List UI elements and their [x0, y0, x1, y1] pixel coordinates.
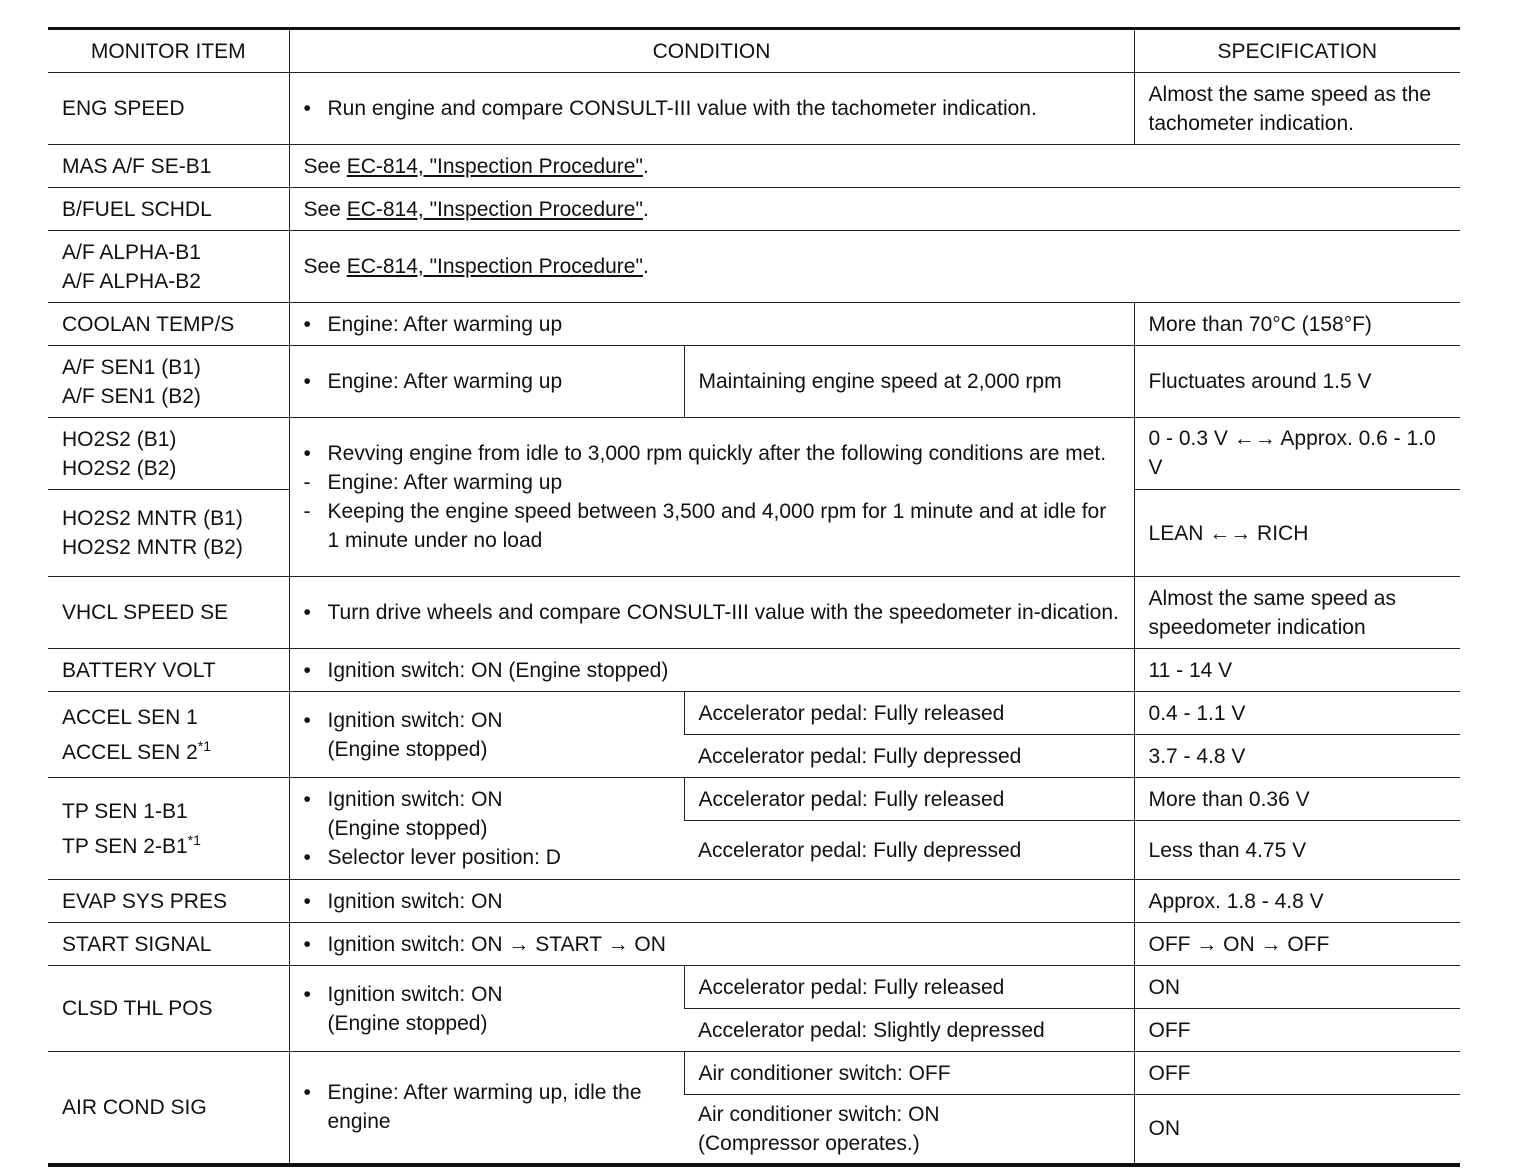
table-row: [48, 145, 1460, 188]
sub-condition: Accelerator pedal: Fully depressed: [684, 735, 1134, 778]
sub-condition: Air conditioner switch: OFF: [684, 1052, 1134, 1095]
specification: OFF → ON → OFF: [1134, 923, 1460, 966]
monitor-item: HO2S2 MNTR (B1) HO2S2 MNTR (B2): [48, 490, 289, 577]
inspection-procedure-link[interactable]: EC-814, "Inspection Procedure": [346, 255, 643, 278]
specification: OFF: [1134, 1009, 1460, 1052]
sub-condition: Accelerator pedal: Fully released: [684, 778, 1134, 821]
table-row: [48, 649, 1460, 692]
specification: 11 - 14 V: [1134, 649, 1460, 692]
condition: • Ignition switch: ON (Engine stopped): [289, 649, 1134, 692]
specification: Fluctuates around 1.5 V: [1134, 346, 1460, 418]
table-row: [48, 418, 1460, 490]
monitor-item: BATTERY VOLT: [48, 649, 289, 692]
table-row: [48, 346, 1460, 418]
monitor-item: CLSD THL POS: [48, 966, 289, 1052]
table-row: [48, 880, 1460, 923]
monitor-spec-table: [48, 27, 1460, 1167]
condition: • Run engine and compare CONSULT-III value with the tachometer indication.: [289, 73, 1134, 145]
monitor-item: COOLAN TEMP/S: [48, 303, 289, 346]
header-monitor-item: MONITOR ITEM: [48, 29, 289, 73]
specification: More than 0.36 V: [1134, 778, 1460, 821]
footnote-mark: *1: [187, 831, 201, 848]
condition: • Ignition switch: ON (Engine stopped) • Selector lever position: D: [289, 778, 684, 880]
monitor-item: TP SEN 1-B1 TP SEN 2-B1$^{*1}$: [48, 778, 289, 880]
specification: Less than 4.75 V: [1134, 821, 1460, 880]
table-row: [48, 1052, 1460, 1095]
table-row: [48, 303, 1460, 346]
condition: See EC-814, "Inspection Procedure".: [289, 145, 1460, 188]
condition: • Engine: After warming up: [289, 346, 684, 418]
specification: 3.7 - 4.8 V: [1134, 735, 1460, 778]
monitor-item: A/F SEN1 (B1) A/F SEN1 (B2): [48, 346, 289, 418]
condition: See EC-814, "Inspection Procedure".: [289, 188, 1460, 231]
condition: • Ignition switch: ON → START → ON: [289, 923, 1134, 966]
condition: • Revving engine from idle to 3,000 rpm quickly after the following conditions are met. - Engine: After warming up - Keeping the engine speed between 3,500 and 4,000 rpm for 1 minute and at idle for 1 minute under no load: [289, 418, 1134, 577]
condition: • Engine: After warming up, idle the engine: [289, 1052, 684, 1165]
table-row: [48, 966, 1460, 1009]
specification: Approx. 1.8 - 4.8 V: [1134, 880, 1460, 923]
table-row: [48, 692, 1460, 735]
table-row: [48, 188, 1460, 231]
monitor-item: VHCL SPEED SE: [48, 577, 289, 649]
sub-condition: Accelerator pedal: Fully released: [684, 692, 1134, 735]
specification: LEAN ←→ RICH: [1134, 490, 1460, 577]
condition: • Ignition switch: ON: [289, 880, 1134, 923]
header-specification: SPECIFICATION: [1134, 29, 1460, 73]
monitor-item: A/F ALPHA-B1 A/F ALPHA-B2: [48, 231, 289, 303]
inspection-procedure-link[interactable]: EC-814, "Inspection Procedure": [346, 197, 643, 221]
specification: 0 - 0.3 V ←→ Approx. 0.6 - 1.0 V: [1134, 418, 1460, 490]
specification: ON: [1134, 966, 1460, 1009]
inspection-procedure-link[interactable]: EC-814, "Inspection Procedure": [346, 154, 643, 178]
monitor-item: START SIGNAL: [48, 923, 289, 966]
condition: • Engine: After warming up: [289, 303, 1134, 346]
monitor-item: ENG SPEED: [48, 73, 289, 145]
specification: Almost the same speed as the tachometer indication.: [1134, 73, 1460, 145]
condition: • Turn drive wheels and compare CONSULT-III value with the speedometer in-dication.: [289, 577, 1134, 649]
footnote-mark: *1: [197, 737, 212, 754]
monitor-item: ACCEL SEN 1 ACCEL SEN 2$^{*1}$: [48, 692, 289, 778]
specification: More than 70°C (158°F): [1134, 303, 1460, 346]
monitor-item: HO2S2 (B1) HO2S2 (B2): [48, 418, 289, 490]
monitor-item: EVAP SYS PRES: [48, 880, 289, 923]
sub-condition: Accelerator pedal: Fully released: [684, 966, 1134, 1009]
table-row: [48, 73, 1460, 145]
table-row: [48, 778, 1460, 821]
specification: Almost the same speed as speedometer indication: [1134, 577, 1460, 649]
condition: • Ignition switch: ON (Engine stopped): [289, 966, 684, 1052]
sub-condition: Accelerator pedal: Fully depressed: [684, 821, 1134, 880]
monitor-item: MAS A/F SE-B1: [48, 145, 289, 188]
specification: OFF: [1134, 1052, 1460, 1095]
specification: 0.4 - 1.1 V: [1134, 692, 1460, 735]
monitor-item: AIR COND SIG: [48, 1052, 289, 1165]
header-condition: CONDITION: [289, 29, 1134, 73]
sub-condition: Air conditioner switch: ON (Compressor operates.): [684, 1095, 1134, 1165]
header-row: [48, 29, 1460, 73]
specification: ON: [1134, 1095, 1460, 1165]
condition: • Ignition switch: ON (Engine stopped): [289, 692, 684, 778]
sub-condition: Maintaining engine speed at 2,000 rpm: [684, 346, 1134, 418]
sub-condition: Accelerator pedal: Slightly depressed: [684, 1009, 1134, 1052]
condition: See EC-814, "Inspection Procedure".: [289, 231, 1460, 303]
table-row: [48, 231, 1460, 303]
table-row: [48, 577, 1460, 649]
monitor-item: B/FUEL SCHDL: [48, 188, 289, 231]
table-row: [48, 923, 1460, 966]
